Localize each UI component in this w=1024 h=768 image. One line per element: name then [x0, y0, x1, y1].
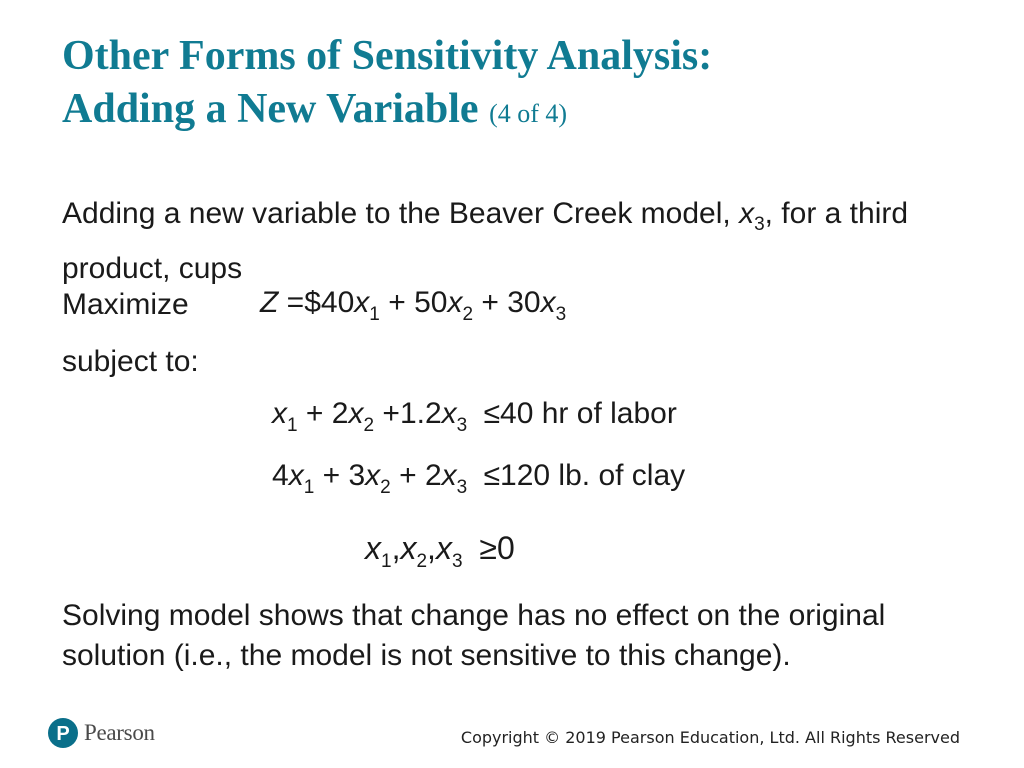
conclusion-paragraph: Solving model shows that change has no effect on the original solution (i.e., the model is not sensitive to this change).: [62, 599, 886, 672]
pearson-logo-icon: [48, 718, 78, 748]
title-line-2: Adding a New Variable: [62, 86, 479, 132]
title-line-1: Other Forms of Sensitivity Analysis:: [62, 33, 713, 79]
pearson-logo: [48, 718, 155, 748]
slide-title: [62, 30, 712, 140]
maximize-label: Maximize: [62, 288, 189, 321]
nonnegativity-constraint: $x_1,x_2,x_3 \ge 0$: [365, 530, 515, 572]
objective-function: $Z =\$40x_1 + 50x_2 + 30x_3$: [260, 286, 567, 325]
copyright-notice: Copyright © 2019 Pearson Education, Ltd. All Rights Reserved: [460, 728, 960, 747]
labor-constraint: $x_1 + 2x_2 +1.2x_3 \le 40$ hr of labor: [272, 397, 677, 436]
pearson-logo-text: Pearson: [84, 720, 155, 745]
title-part-indicator: (4 of 4): [489, 99, 568, 128]
svg-text:P: P: [56, 723, 70, 745]
clay-constraint: $4x_1 + 3x_2 + 2x_3 \le 120$ lb. of clay: [272, 459, 686, 498]
subject-to-label: subject to:: [62, 345, 199, 378]
intro-paragraph: Adding a new variable to the Beaver Creek model, $x_3$, for a third product, cups: [62, 197, 909, 285]
